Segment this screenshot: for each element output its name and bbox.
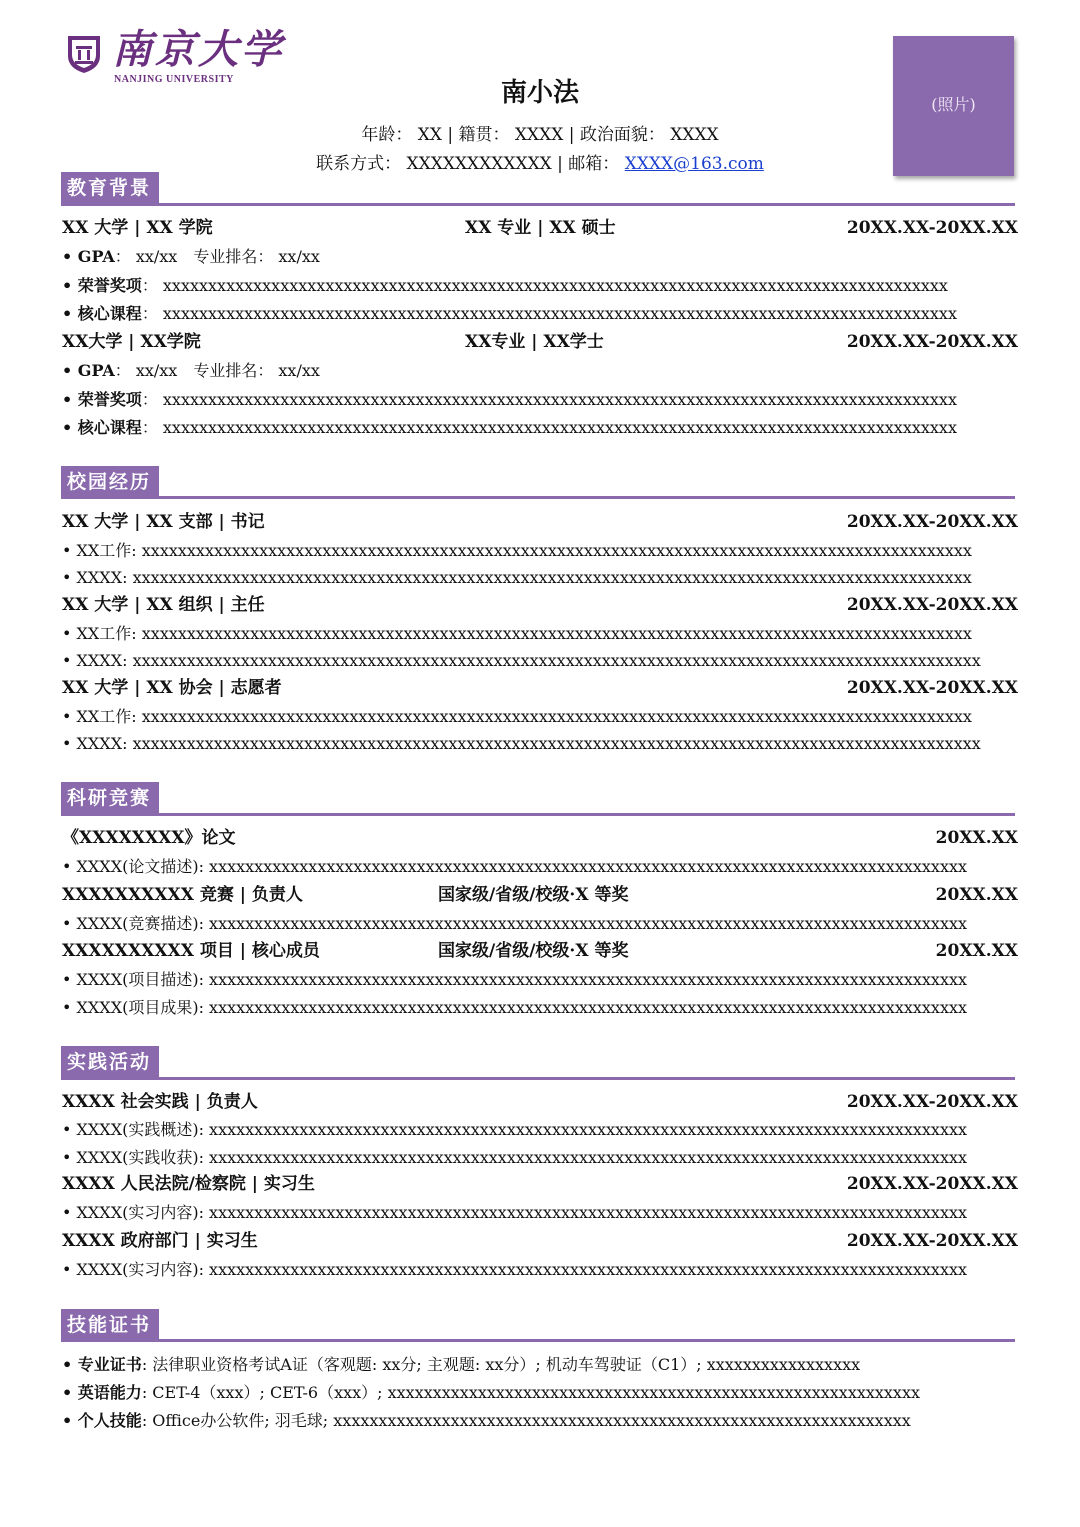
university-emblem-icon — [66, 34, 102, 74]
section-divider — [61, 1339, 1015, 1342]
detail-line: • XXXX: xxxxxxxxxxxxxxxxxxxxxxxxxxxxxxxxxxxxxxxxxxxxxxxxxxxxxxxxxxxxxxxxxxxxxxxxxxxxxxxxxxxxxxxxxxxxx — [62, 568, 972, 587]
detail-line: • XXXX(实践收获): xxxxxxxxxxxxxxxxxxxxxxxxxxxxxxxxxxxxxxxxxxxxxxxxxxxxxxxxxxxxxxxxxxxxxxxxxxxxxxxxxxxx — [62, 1148, 968, 1167]
photo-placeholder — [893, 36, 1014, 176]
date-range: 20XX.XX-20XX.XX — [846, 1092, 1018, 1112]
section-divider — [61, 203, 1015, 206]
detail-line: • XXXX(项目成果): xxxxxxxxxxxxxxxxxxxxxxxxxxxxxxxxxxxxxxxxxxxxxxxxxxxxxxxxxxxxxxxxxxxxxxxxxxxxxxxxxxxx — [62, 998, 968, 1017]
award-level: 国家级/省级/校级·X 等奖 — [438, 885, 629, 905]
date: 20XX.XX — [935, 941, 1018, 961]
role-title: XX 大学 | XX 组织 | 主任 — [62, 595, 265, 615]
degree: XX专业 | XX学士 — [465, 332, 604, 352]
campus-header-row — [62, 676, 1018, 700]
research-header-row — [62, 826, 1018, 850]
skill-line: • 英语能力: CET-4（xxx）; CET-6（xxx）; xxxxxxxxxxxxxxxxxxxxxxxxxxxxxxxxxxxxxxxxxxxxxxxxxxxxxxxxxxx — [62, 1383, 921, 1402]
school-name: XX 大学 | XX 学院 — [62, 218, 213, 238]
degree: XX 专业 | XX 硕士 — [465, 218, 616, 238]
section-title-practice: 实践活动 — [61, 1046, 159, 1078]
date-range: 20XX.XX-20XX.XX — [846, 1231, 1018, 1251]
practice-header-row — [62, 1090, 1018, 1114]
detail-line: • XX工作: xxxxxxxxxxxxxxxxxxxxxxxxxxxxxxxxxxxxxxxxxxxxxxxxxxxxxxxxxxxxxxxxxxxxxxxxxxxxxxxxxxxxxxxxxxxx — [62, 541, 972, 560]
skill-line: • 个人技能: Office办公软件; 羽毛球; xxxxxxxxxxxxxxxxxxxxxxxxxxxxxxxxxxxxxxxxxxxxxxxxxxxxxxxxxxxxxxxx — [62, 1411, 911, 1430]
email-link[interactable]: XXXX@163.com — [624, 154, 764, 174]
date-range: 20XX.XX-20XX.XX — [846, 1174, 1018, 1194]
detail-line: • XXXX(项目描述): xxxxxxxxxxxxxxxxxxxxxxxxxxxxxxxxxxxxxxxxxxxxxxxxxxxxxxxxxxxxxxxxxxxxxxxxxxxxxxxxxxxx — [62, 970, 968, 989]
personal-info-line: 年龄： XX | 籍贯： XXXX | 政治面貌： XXXX — [361, 125, 719, 145]
detail-line: • XXXX(实习内容): xxxxxxxxxxxxxxxxxxxxxxxxxxxxxxxxxxxxxxxxxxxxxxxxxxxxxxxxxxxxxxxxxxxxxxxxxxxxxxxxxxxx — [62, 1260, 968, 1279]
section-divider — [61, 496, 1015, 499]
role-title: XX 大学 | XX 协会 | 志愿者 — [62, 678, 282, 698]
section-title-skills: 技能证书 — [61, 1309, 159, 1341]
item-title: XXXX 社会实践 | 负责人 — [62, 1092, 258, 1112]
detail-line: • XXXX: xxxxxxxxxxxxxxxxxxxxxxxxxxxxxxxxxxxxxxxxxxxxxxxxxxxxxxxxxxxxxxxxxxxxxxxxxxxxxxxxxxxxxxxxxxxxxx — [62, 651, 981, 670]
award-level: 国家级/省级/校级·X 等奖 — [438, 941, 629, 961]
detail-line: • XX工作: xxxxxxxxxxxxxxxxxxxxxxxxxxxxxxxxxxxxxxxxxxxxxxxxxxxxxxxxxxxxxxxxxxxxxxxxxxxxxxxxxxxxxxxxxxxx — [62, 707, 972, 726]
skill-line: • 专业证书: 法律职业资格考试A证（客观题: xx分; 主观题: xx分）; 机动车驾驶证（C1）; xxxxxxxxxxxxxxxxx — [62, 1355, 861, 1374]
honor-line: • 荣誉奖项： xxxxxxxxxxxxxxxxxxxxxxxxxxxxxxxxxxxxxxxxxxxxxxxxxxxxxxxxxxxxxxxxxxxxxxxxxxxxxxxxxxxxxxxx — [62, 390, 957, 409]
photo-label: (照片) — [931, 94, 976, 114]
university-logo-english: NANJING UNIVERSITY — [114, 74, 234, 85]
detail-line: • XXXX(竞赛描述): xxxxxxxxxxxxxxxxxxxxxxxxxxxxxxxxxxxxxxxxxxxxxxxxxxxxxxxxxxxxxxxxxxxxxxxxxxxxxxxxxxxx — [62, 914, 968, 933]
practice-header-row — [62, 1229, 1018, 1253]
detail-line: • XXXX: xxxxxxxxxxxxxxxxxxxxxxxxxxxxxxxxxxxxxxxxxxxxxxxxxxxxxxxxxxxxxxxxxxxxxxxxxxxxxxxxxxxxxxxxxxxxxx — [62, 734, 981, 753]
research-header-row — [62, 939, 1018, 963]
item-title: XXXXXXXXXX 竞赛 | 负责人 — [62, 885, 303, 905]
item-title: XXXX 政府部门 | 实习生 — [62, 1231, 258, 1251]
course-line: • 核心课程： xxxxxxxxxxxxxxxxxxxxxxxxxxxxxxxxxxxxxxxxxxxxxxxxxxxxxxxxxxxxxxxxxxxxxxxxxxxxxxxxxxxxxxxx — [62, 304, 957, 323]
date-range: 20XX.XX-20XX.XX — [846, 218, 1018, 238]
date-range: 20XX.XX-20XX.XX — [846, 678, 1018, 698]
role-title: XX 大学 | XX 支部 | 书记 — [62, 512, 265, 532]
candidate-name: 南小法 — [500, 78, 579, 108]
detail-line: • XXXX(实习内容): xxxxxxxxxxxxxxxxxxxxxxxxxxxxxxxxxxxxxxxxxxxxxxxxxxxxxxxxxxxxxxxxxxxxxxxxxxxxxxxxxxxx — [62, 1203, 968, 1222]
campus-header-row — [62, 593, 1018, 617]
section-title-education: 教育背景 — [61, 172, 159, 204]
campus-header-row — [62, 510, 1018, 534]
detail-line: • XX工作: xxxxxxxxxxxxxxxxxxxxxxxxxxxxxxxxxxxxxxxxxxxxxxxxxxxxxxxxxxxxxxxxxxxxxxxxxxxxxxxxxxxxxxxxxxxx — [62, 624, 972, 643]
gpa-line: • GPA： xx/xx 专业排名： xx/xx — [62, 361, 320, 380]
course-line: • 核心课程： xxxxxxxxxxxxxxxxxxxxxxxxxxxxxxxxxxxxxxxxxxxxxxxxxxxxxxxxxxxxxxxxxxxxxxxxxxxxxxxxxxxxxxxx — [62, 418, 957, 437]
date-range: 20XX.XX-20XX.XX — [846, 332, 1018, 352]
item-title: 《XXXXXXXX》论文 — [62, 828, 236, 848]
item-title: XXXXXXXXXX 项目 | 核心成员 — [62, 941, 320, 961]
contact-text: 联系方式： XXXXXXXXXXXX | 邮箱： — [316, 154, 625, 174]
date: 20XX.XX — [935, 885, 1018, 905]
practice-header-row — [62, 1172, 1018, 1196]
date: 20XX.XX — [935, 828, 1018, 848]
gpa-line: • GPA： xx/xx 专业排名： xx/xx — [62, 247, 320, 266]
section-divider — [61, 813, 1015, 816]
item-title: XXXX 人民法院/检察院 | 实习生 — [62, 1174, 315, 1194]
section-title-research: 科研竞赛 — [61, 782, 159, 814]
education-header-row — [62, 330, 1018, 354]
detail-line: • XXXX(实践概述): xxxxxxxxxxxxxxxxxxxxxxxxxxxxxxxxxxxxxxxxxxxxxxxxxxxxxxxxxxxxxxxxxxxxxxxxxxxxxxxxxxxx — [62, 1120, 968, 1139]
university-logo-text: 南京大学 — [112, 26, 284, 73]
education-header-row — [62, 216, 1018, 240]
date-range: 20XX.XX-20XX.XX — [846, 512, 1018, 532]
section-divider — [61, 1077, 1015, 1080]
date-range: 20XX.XX-20XX.XX — [846, 595, 1018, 615]
detail-line: • XXXX(论文描述): xxxxxxxxxxxxxxxxxxxxxxxxxxxxxxxxxxxxxxxxxxxxxxxxxxxxxxxxxxxxxxxxxxxxxxxxxxxxxxxxxxxx — [62, 857, 968, 876]
school-name: XX大学 | XX学院 — [62, 332, 201, 352]
honor-line: • 荣誉奖项： xxxxxxxxxxxxxxxxxxxxxxxxxxxxxxxxxxxxxxxxxxxxxxxxxxxxxxxxxxxxxxxxxxxxxxxxxxxxxxxxxxxxxxx — [62, 276, 948, 295]
research-header-row — [62, 883, 1018, 907]
section-title-campus: 校园经历 — [61, 466, 159, 498]
